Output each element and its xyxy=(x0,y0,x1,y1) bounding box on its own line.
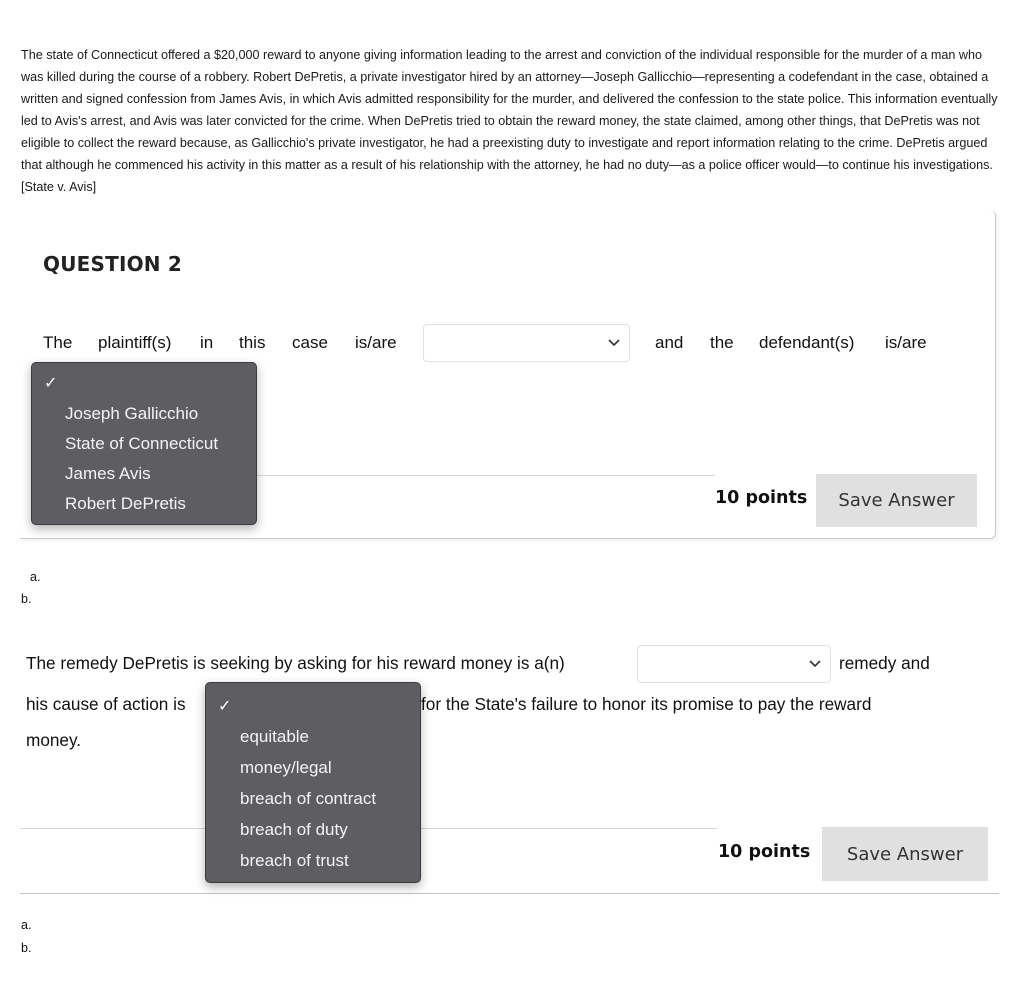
dropdown-option-robert-depretis[interactable]: Robert DePretis xyxy=(65,494,186,513)
dropdown-option-state-of-connecticut[interactable]: State of Connecticut xyxy=(65,434,219,453)
chevron-down-icon xyxy=(808,656,822,670)
chevron-down-icon xyxy=(607,335,621,349)
q3-line1-end: remedy and xyxy=(839,653,930,673)
q3-line3: money. xyxy=(26,730,82,750)
question-title: QUESTION 2 xyxy=(43,252,183,276)
q3-line1-start: The remedy DePretis is seeking by asking for his reward money is a(n) xyxy=(26,653,565,673)
q2-divider xyxy=(257,475,715,476)
q3-line2-end: for the State's failure to honor its promise to pay the reward xyxy=(421,694,872,714)
dropdown-option-equitable[interactable]: equitable xyxy=(240,727,310,746)
dropdown-option-breach-of-duty[interactable]: breach of duty xyxy=(240,820,348,839)
q2-word-this: this xyxy=(239,333,266,352)
q3-marker-a: a. xyxy=(21,918,32,932)
dropdown-option-breach-of-trust[interactable]: breach of trust xyxy=(240,851,349,870)
q2-word-plaintiffs: plaintiff(s) xyxy=(98,333,172,352)
q2-word-and: and xyxy=(655,333,684,352)
dropdown-option-joseph-gallicchio[interactable]: Joseph Gallicchio xyxy=(65,404,199,423)
check-icon[interactable]: ✓ xyxy=(44,375,58,392)
q3-points: 10 points xyxy=(718,842,811,862)
q2-word-is-are: is/are xyxy=(355,333,397,352)
q2-points: 10 points xyxy=(715,488,808,508)
dropdown-option-money-legal[interactable]: money/legal xyxy=(240,758,332,777)
q3-save-answer-button[interactable]: Save Answer xyxy=(822,827,988,881)
q2-marker-b: b. xyxy=(21,592,32,606)
dropdown-option-breach-of-contract[interactable]: breach of contract xyxy=(240,789,377,808)
q3-marker-b: b. xyxy=(21,941,32,955)
q2-save-answer-button[interactable]: Save Answer xyxy=(816,474,977,527)
q2-word-in: in xyxy=(200,333,214,352)
remedy-dropdown-menu xyxy=(205,682,421,883)
remedy-select[interactable] xyxy=(637,645,831,683)
case-passage: The state of Connecticut offered a $20,000 reward to anyone giving information leading to the arrest and conviction of the individual responsible for the murder of a man who was killed during the course of a robbery. Robert DePretis, a private investigator hired by an attorney—Joseph Gallicchio—representing a codefendant in the case, obtained a written and signed confession from James Avis, in which Avis admitted responsibility for the murder, and delivered the confession to the state police. This information eventually led to Avis's arrest, and Avis was later convicted for the crime. When DePretis tried to obtain the reward money, the state claimed, among other things, that DePretis was not eligible to collect the reward because, as Gallicchio's private investigator, he had a preexisting duty to investigate and report information relating to the crime. DePretis argued that although he commenced his activity in this matter as a result of his relationship with the attorney, he had no duty—as a police officer would—to continue his investigations. [State v. Avis] xyxy=(21,48,998,194)
plaintiff-select[interactable] xyxy=(423,324,630,362)
plaintiff-dropdown-menu xyxy=(31,362,257,525)
q2-word-the-2: the xyxy=(710,333,734,352)
q3-line2-start: his cause of action is xyxy=(26,694,186,714)
check-icon[interactable]: ✓ xyxy=(218,698,232,715)
q3-bottom-border xyxy=(20,893,999,894)
q2-marker-a: a. xyxy=(30,570,41,584)
q2-word-is-are-2: is/are xyxy=(885,333,927,352)
q2-word-the: The xyxy=(43,333,73,352)
q2-word-case: case xyxy=(292,333,328,352)
dropdown-option-james-avis[interactable]: James Avis xyxy=(65,464,151,483)
q2-word-defendants: defendant(s) xyxy=(759,333,855,352)
